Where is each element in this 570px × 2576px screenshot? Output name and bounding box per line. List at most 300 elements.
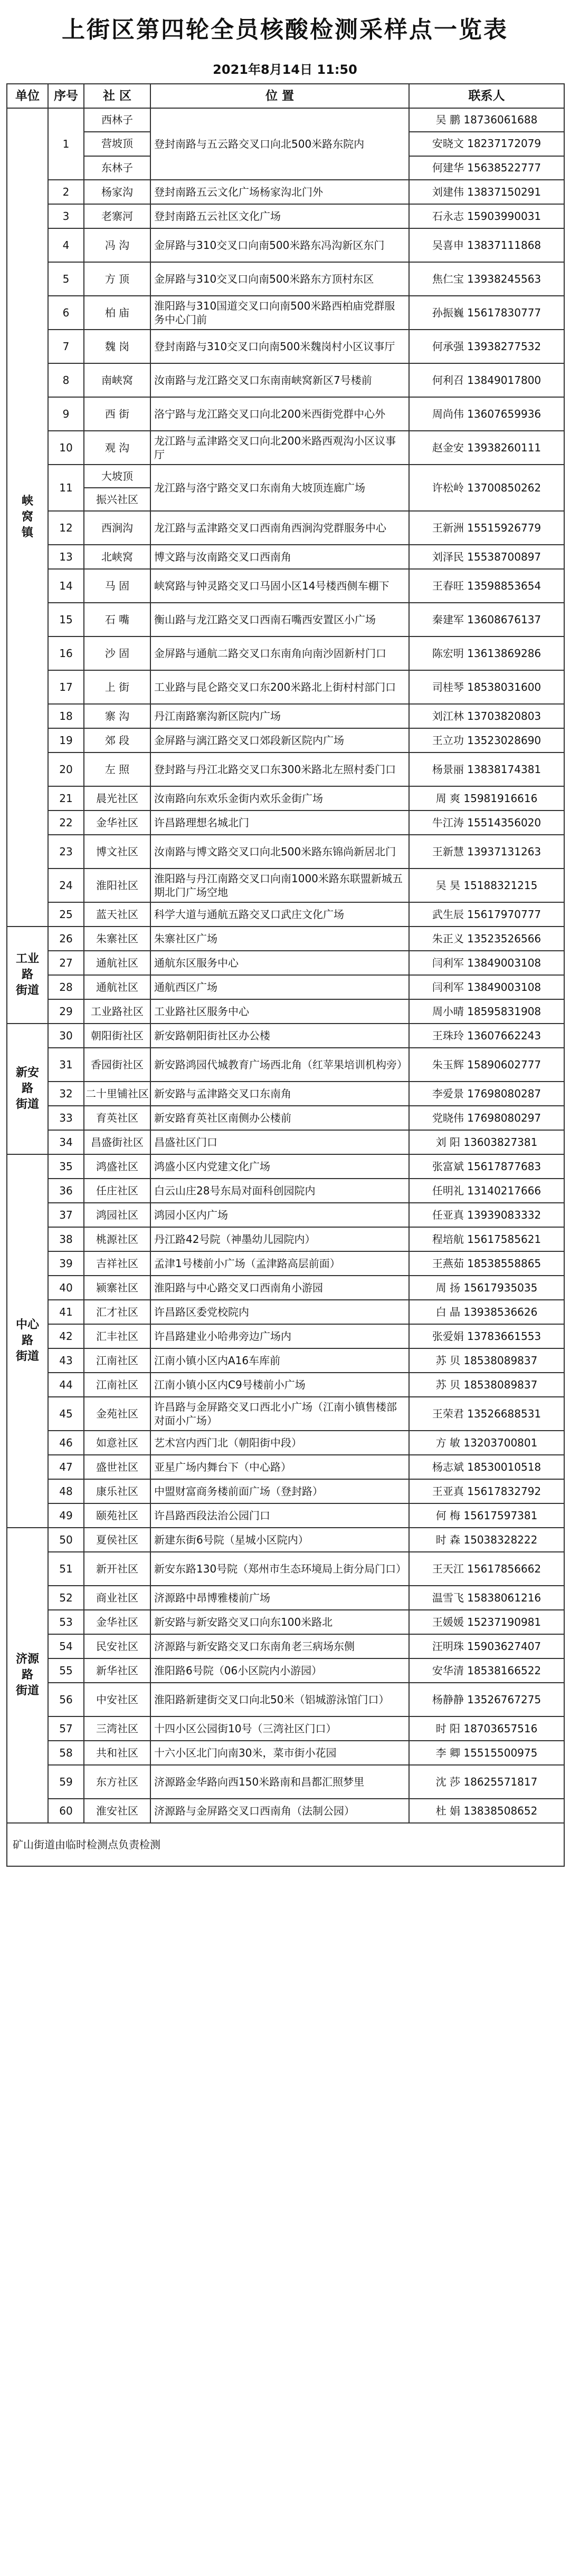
contact-entry: 周 扬 15617935035	[435, 1281, 538, 1294]
header-location: 位 置	[150, 84, 409, 108]
table-row	[7, 902, 564, 927]
community-cell	[84, 545, 150, 569]
seq-cell: 46	[48, 1431, 84, 1455]
contact-entry: 时 森 15038328222	[435, 1533, 538, 1546]
community-name: 西 街	[104, 407, 130, 420]
location-cell: 十六小区北门向南30米，菜市街小花园	[150, 1741, 409, 1765]
community-cell	[84, 511, 150, 545]
contact-cell	[409, 1251, 564, 1276]
seq-cell: 34	[48, 1130, 84, 1154]
community-name: 沙 固	[104, 647, 130, 660]
location-cell: 济源路与金屏路交叉口西南角（法制公园）	[150, 1799, 409, 1823]
community-cell	[84, 108, 150, 180]
location-cell: 峡窝路与钟灵路交叉口马固小区14号楼西侧车棚下	[150, 569, 409, 603]
table-row	[7, 1082, 564, 1106]
community-cell	[84, 1203, 150, 1227]
community-cell	[84, 1373, 150, 1397]
table-row	[7, 1024, 564, 1048]
community-cell	[84, 397, 150, 431]
community-name: 育英社区	[96, 1111, 138, 1124]
location-cell: 通航东区服务中心	[150, 951, 409, 975]
table-row	[7, 704, 564, 728]
footnote: 矿山街道由临时检测点负责检测	[7, 1823, 564, 1866]
contact-entry: 朱正义 13523526566	[432, 932, 542, 945]
location-cell: 汝南路向东欢乐金街内欢乐金街广场	[150, 786, 409, 811]
table-row	[7, 811, 564, 835]
table-row	[7, 180, 564, 204]
contact-cell	[409, 1203, 564, 1227]
community-name: 任庄社区	[96, 1184, 138, 1197]
unit-cell: 济源路 街道	[7, 1528, 48, 1823]
location-cell: 十四小区公园街10号（三湾社区门口）	[150, 1716, 409, 1741]
community-cell	[84, 927, 150, 951]
community-cell	[84, 1610, 150, 1634]
community-cell	[84, 1397, 150, 1431]
contact-cell	[409, 1082, 564, 1106]
contact-cell	[409, 1741, 564, 1765]
contact-cell	[409, 1586, 564, 1610]
seq-cell: 4	[48, 228, 84, 262]
table-row	[7, 670, 564, 704]
table-header-row	[7, 84, 564, 108]
contact-cell	[409, 1683, 564, 1716]
location-cell: 济源路与新安路交叉口东南角老三病场东侧	[150, 1634, 409, 1658]
location-cell: 白云山庄28号东局对面科创园院内	[150, 1179, 409, 1203]
table-row	[7, 511, 564, 545]
contact-cell	[409, 1610, 564, 1634]
contact-cell	[409, 262, 564, 296]
seq-cell: 25	[48, 902, 84, 927]
community-cell	[84, 786, 150, 811]
location-cell: 孟津1号楼前小广场（孟津路高层前面）	[150, 1251, 409, 1276]
seq-cell: 19	[48, 728, 84, 752]
community-cell	[84, 296, 150, 330]
contact-entry: 闫利军 13849003108	[432, 980, 542, 993]
contact-entry: 王春旺 13598853654	[432, 579, 542, 592]
community-cell	[84, 431, 150, 465]
community-name: 西涧沟	[101, 521, 133, 534]
contact-cell	[409, 204, 564, 228]
community-name: 南峡窝	[101, 373, 133, 387]
seq-cell: 16	[48, 636, 84, 670]
table-row	[7, 1048, 564, 1082]
seq-cell: 22	[48, 811, 84, 835]
contact-cell	[409, 704, 564, 728]
location-cell: 科学大道与通航五路交叉口武庄文化广场	[150, 902, 409, 927]
header-seq: 序号	[48, 84, 84, 108]
table-row	[7, 835, 564, 869]
table-row	[7, 330, 564, 363]
contact-cell	[409, 1552, 564, 1586]
seq-cell: 31	[48, 1048, 84, 1082]
location-cell: 淮阳路与310国道交叉口向南500米路西柏庙党群服务中心门前	[150, 296, 409, 330]
table-row	[7, 1397, 564, 1431]
community-cell	[84, 636, 150, 670]
location-cell: 登封南路与310交叉口向南500米魏岗村小区议事厅	[150, 330, 409, 363]
seq-cell: 29	[48, 999, 84, 1024]
location-cell: 金屏路与漓江路交叉口郊段新区院内广场	[150, 728, 409, 752]
community-cell	[84, 1431, 150, 1455]
location-cell: 新安东路130号院（郑州市生态环境局上街分局门口）	[150, 1552, 409, 1586]
contact-entry: 杨志斌 18530010518	[432, 1460, 542, 1473]
table-body	[7, 108, 564, 1823]
community-cell	[84, 1276, 150, 1300]
seq-cell: 8	[48, 363, 84, 397]
contact-entry: 陈宏明 13613869286	[432, 647, 542, 660]
location-cell: 亚星广场内舞台下（中心路）	[150, 1455, 409, 1479]
seq-cell: 9	[48, 397, 84, 431]
unit-cell: 工业路 街道	[7, 927, 48, 1024]
table-row	[7, 363, 564, 397]
header-contact: 联系人	[409, 84, 564, 108]
location-cell: 许昌路理想名城北门	[150, 811, 409, 835]
community-name: 石 嘴	[104, 613, 130, 626]
table-row	[7, 1503, 564, 1528]
community-name: 通航社区	[96, 980, 138, 993]
contact-entry: 王天江 15617856662	[432, 1562, 542, 1575]
seq-cell: 54	[48, 1634, 84, 1658]
table-row	[7, 636, 564, 670]
seq-cell: 27	[48, 951, 84, 975]
contact-cell	[409, 728, 564, 752]
location-cell: 新安路鸿园代城教育广场西北角（红苹果培训机构旁）	[150, 1048, 409, 1082]
table-row	[7, 1610, 564, 1634]
location-cell: 新安路育英社区南侧办公楼前	[150, 1106, 409, 1130]
contact-entry: 方 敏 13203700801	[435, 1436, 538, 1449]
seq-cell: 40	[48, 1276, 84, 1300]
community-cell	[84, 465, 150, 511]
seq-cell: 47	[48, 1455, 84, 1479]
community-name: 康乐社区	[96, 1484, 138, 1498]
seq-cell: 2	[48, 180, 84, 204]
community-name: 桃源社区	[96, 1232, 138, 1246]
seq-cell: 56	[48, 1683, 84, 1716]
community-name: 香园街社区	[91, 1058, 144, 1071]
location-cell: 金屏路与通航二路交叉口东南角向南沙固新村门口	[150, 636, 409, 670]
contact-cell	[409, 999, 564, 1024]
community-cell	[84, 999, 150, 1024]
contact-cell	[409, 1154, 564, 1179]
contact-cell	[409, 1324, 564, 1348]
community-name: 上 街	[104, 680, 130, 693]
seq-cell: 51	[48, 1552, 84, 1586]
community-cell	[84, 1024, 150, 1048]
table-row	[7, 262, 564, 296]
location-cell: 丹江路42号院（神墨幼儿园院内）	[150, 1227, 409, 1251]
seq-cell: 32	[48, 1082, 84, 1106]
contact-cell	[409, 397, 564, 431]
location-cell: 工业路社区服务中心	[150, 999, 409, 1024]
location-cell: 龙江路与孟津路交叉口向北200米路西观沟小区议事厅	[150, 431, 409, 465]
community-name: 左 照	[104, 763, 130, 776]
community-name: 杨家沟	[101, 185, 133, 198]
community-name: 汇才社区	[96, 1305, 138, 1318]
contact-cell	[409, 752, 564, 786]
community-cell	[84, 902, 150, 927]
seq-cell: 39	[48, 1251, 84, 1276]
community-cell	[84, 569, 150, 603]
community-name: 夏侯社区	[96, 1533, 138, 1546]
table-row	[7, 786, 564, 811]
contact-entry: 何承强 13938277532	[432, 340, 542, 353]
seq-cell: 37	[48, 1203, 84, 1227]
community-cell	[84, 1324, 150, 1348]
contact-cell	[409, 330, 564, 363]
contact-entry: 时 阳 18703657516	[435, 1722, 538, 1735]
location-cell: 登封南路五云文化广场杨家沟北门外	[150, 180, 409, 204]
contact-cell	[409, 180, 564, 204]
table-row	[7, 569, 564, 603]
contact-entry: 温雪飞 15838061216	[432, 1591, 542, 1604]
contact-entry: 任亚真 13939083332	[432, 1208, 542, 1221]
page-title: 上街区第四轮全员核酸检测采样点一览表	[62, 16, 508, 43]
contact-cell	[409, 1048, 564, 1082]
community-name: 北峡窝	[101, 550, 133, 563]
seq-cell: 6	[48, 296, 84, 330]
community-cell	[84, 262, 150, 296]
table-row	[7, 465, 564, 511]
contact-cell	[409, 869, 564, 902]
contact-entry: 周尚伟 13607659936	[432, 407, 542, 420]
contact-cell	[409, 1799, 564, 1823]
location-cell: 登封南路五云社区文化广场	[150, 204, 409, 228]
contact-cell	[409, 670, 564, 704]
community-name: 中安社区	[96, 1693, 138, 1706]
contact-cell	[409, 1179, 564, 1203]
community-cell	[84, 1799, 150, 1823]
community-cell	[84, 603, 150, 636]
location-cell: 金屏路与310交叉口向南500米路东方顶村东区	[150, 262, 409, 296]
unit-cell: 峡 窝 镇	[7, 108, 48, 927]
contact-cell	[409, 228, 564, 262]
table-row	[7, 1455, 564, 1479]
community-name: 鸿盛社区	[96, 1160, 138, 1173]
contact-entry: 王燕茹 18538558865	[432, 1257, 542, 1270]
location-cell: 新建东街6号院（星城小区院内）	[150, 1528, 409, 1552]
contact-cell	[409, 835, 564, 869]
location-cell: 汝南路与龙江路交叉口东南南峡窝新区7号楼前	[150, 363, 409, 397]
contact-entry: 杨景丽 13838174381	[432, 763, 542, 776]
community-cell	[84, 1503, 150, 1528]
table-row	[7, 1716, 564, 1741]
location-cell: 鸿盛小区内党建文化广场	[150, 1154, 409, 1179]
community-cell	[84, 1586, 150, 1610]
community-name: 郊 段	[104, 734, 130, 747]
contact-entry: 沈 莎 18625571817	[435, 1775, 538, 1788]
contact-entry: 焦仁宝 13938245563	[432, 272, 542, 285]
seq-cell: 17	[48, 670, 84, 704]
community-name: 淮阳社区	[96, 879, 138, 892]
contact-entry: 王立功 13523028690	[432, 734, 542, 747]
location-cell: 龙江路与孟津路交叉口西南角西涧沟党群服务中心	[150, 511, 409, 545]
table-row	[7, 1552, 564, 1586]
community-name: 老寨河	[101, 209, 133, 223]
contact-entry: 刘建伟 13837150291	[432, 185, 542, 198]
seq-cell: 11	[48, 465, 84, 511]
community-cell	[84, 1683, 150, 1716]
community-name: 江南社区	[96, 1354, 138, 1367]
location-cell: 中盟财富商务楼前面广场（登封路）	[150, 1479, 409, 1503]
community-name: 二十里铺社区	[86, 1087, 149, 1100]
contact-entry: 孙振巍 15617830777	[432, 306, 542, 319]
community-name: 振兴社区	[96, 493, 138, 506]
table-row	[7, 296, 564, 330]
contact-cell	[409, 465, 564, 511]
location-cell: 淮阳路新建街交叉口向北50米（铝城游泳馆门口）	[150, 1683, 409, 1716]
contact-cell	[409, 1227, 564, 1251]
contact-cell	[409, 1658, 564, 1683]
contact-cell	[409, 363, 564, 397]
seq-cell: 30	[48, 1024, 84, 1048]
community-cell	[84, 1348, 150, 1373]
contact-entry: 司桂琴 18538031600	[432, 680, 542, 693]
location-cell: 艺术宫内西门北（朝阳街中段）	[150, 1431, 409, 1455]
contact-entry: 王媛媛 15237190981	[432, 1615, 542, 1628]
community-cell	[84, 1300, 150, 1324]
contact-cell	[409, 1106, 564, 1130]
contact-cell	[409, 108, 564, 180]
seq-cell: 59	[48, 1765, 84, 1799]
contact-cell	[409, 975, 564, 999]
location-cell: 新安路与新安路交叉口向东100米路北	[150, 1610, 409, 1634]
community-name: 共和社区	[96, 1746, 138, 1759]
table-row	[7, 1741, 564, 1765]
table-row	[7, 1765, 564, 1799]
community-name: 民安社区	[96, 1639, 138, 1653]
seq-cell: 26	[48, 927, 84, 951]
community-name: 颐苑社区	[96, 1509, 138, 1522]
contact-cell	[409, 1503, 564, 1528]
contact-cell	[409, 1130, 564, 1154]
seq-cell: 12	[48, 511, 84, 545]
contact-entry: 何建华 15638522777	[432, 161, 542, 174]
community-cell	[84, 975, 150, 999]
community-name: 商业社区	[96, 1591, 138, 1604]
location-cell: 丹江南路寨沟新区院内广场	[150, 704, 409, 728]
community-name: 鸿园社区	[96, 1208, 138, 1221]
seq-cell: 55	[48, 1658, 84, 1683]
contact-entry: 牛江涛 15514356020	[432, 816, 542, 829]
seq-cell: 28	[48, 975, 84, 999]
community-name: 大坡顶	[84, 465, 150, 488]
contact-cell	[409, 1397, 564, 1431]
location-cell: 济源路中昂博雅楼前广场	[150, 1586, 409, 1610]
seq-cell: 7	[48, 330, 84, 363]
community-cell	[84, 1251, 150, 1276]
table-row	[7, 999, 564, 1024]
table-row	[7, 1154, 564, 1179]
table-row	[7, 1431, 564, 1455]
contact-cell	[409, 431, 564, 465]
community-cell	[84, 1227, 150, 1251]
contact-cell	[409, 511, 564, 545]
contact-entry: 闫利军 13849003108	[432, 956, 542, 969]
table-row	[7, 1251, 564, 1276]
table-row	[7, 752, 564, 786]
table-row	[7, 397, 564, 431]
contact-cell	[409, 569, 564, 603]
table-row	[7, 975, 564, 999]
location-cell: 衡山路与龙江路交叉口西南石嘴西安置区小广场	[150, 603, 409, 636]
community-name: 西林子	[84, 109, 150, 132]
contact-entry: 周小晴 18595831908	[432, 1005, 542, 1018]
contact-entry: 苏 贝 18538089837	[435, 1354, 538, 1367]
unit-cell: 中心路 街道	[7, 1154, 48, 1528]
table-row	[7, 1324, 564, 1348]
seq-cell: 53	[48, 1610, 84, 1634]
contact-entry: 杨静静 13526767275	[432, 1693, 542, 1706]
location-cell: 工业路与昆仑路交叉口东200米路北上街村村部门口	[150, 670, 409, 704]
contact-entry: 安晓文 18237172079	[410, 132, 564, 156]
location-cell: 昌盛社区门口	[150, 1130, 409, 1154]
contact-entry: 程培航 15617585621	[432, 1232, 542, 1246]
location-cell: 鸿园小区内广场	[150, 1203, 409, 1227]
table-row	[7, 1348, 564, 1373]
location-cell: 登封路与丹江北路交叉口东300米路北左照村委门口	[150, 752, 409, 786]
seq-cell: 3	[48, 204, 84, 228]
seq-cell: 35	[48, 1154, 84, 1179]
community-cell	[84, 228, 150, 262]
community-name: 蓝天社区	[96, 908, 138, 921]
table-row	[7, 204, 564, 228]
seq-cell: 18	[48, 704, 84, 728]
table-row	[7, 1634, 564, 1658]
community-name: 昌盛街社区	[91, 1135, 144, 1149]
page-subtitle: 2021年8月14日 11:50	[213, 62, 357, 77]
community-name: 吉祥社区	[96, 1257, 138, 1270]
location-cell: 洛宁路与龙江路交叉口向北200米西街党群中心外	[150, 397, 409, 431]
community-cell	[84, 204, 150, 228]
location-cell: 博文路与汝南路交叉口西南角	[150, 545, 409, 569]
contact-entry: 何 梅 15617597381	[435, 1509, 538, 1522]
location-cell: 许昌路建业小哈弗旁边广场内	[150, 1324, 409, 1348]
community-name: 晨光社区	[96, 792, 138, 805]
location-cell: 许昌路与金屏路交叉口西北小广场（江南小镇售楼部对面小广场）	[150, 1397, 409, 1431]
community-cell	[84, 180, 150, 204]
contact-entry: 王珠玲 13607662243	[432, 1029, 542, 1042]
community-name: 金华社区	[96, 1615, 138, 1628]
contact-entry: 王亚真 15617832792	[432, 1484, 542, 1498]
contact-cell	[409, 1528, 564, 1552]
contact-cell	[409, 1276, 564, 1300]
contact-entry: 王新洲 15515926779	[432, 521, 542, 534]
location-cell: 新安路朝阳街社区办公楼	[150, 1024, 409, 1048]
seq-cell: 20	[48, 752, 84, 786]
contact-cell	[409, 1431, 564, 1455]
contact-cell	[409, 927, 564, 951]
community-name: 马 固	[104, 579, 130, 592]
table-row	[7, 728, 564, 752]
community-name: 淮安社区	[96, 1804, 138, 1817]
contact-cell	[409, 951, 564, 975]
contact-entry: 任明礼 13140217666	[432, 1184, 542, 1197]
contact-cell	[409, 1455, 564, 1479]
contact-entry: 朱玉辉 15890602777	[432, 1058, 542, 1071]
contact-cell	[409, 1348, 564, 1373]
location-cell: 汝南路与博文路交叉口向北500米路东锦尚新居北门	[150, 835, 409, 869]
community-name: 朝阳街社区	[91, 1029, 144, 1042]
community-cell	[84, 704, 150, 728]
community-name: 博文社区	[96, 845, 138, 858]
table-row	[7, 1276, 564, 1300]
community-name: 江南社区	[96, 1378, 138, 1391]
unit-cell: 新安路 街道	[7, 1024, 48, 1154]
contact-cell	[409, 1024, 564, 1048]
contact-entry: 苏 贝 18538089837	[435, 1378, 538, 1391]
footnote-row	[7, 1823, 564, 1866]
contact-entry: 武生辰 15617970777	[432, 908, 542, 921]
contact-cell	[409, 603, 564, 636]
